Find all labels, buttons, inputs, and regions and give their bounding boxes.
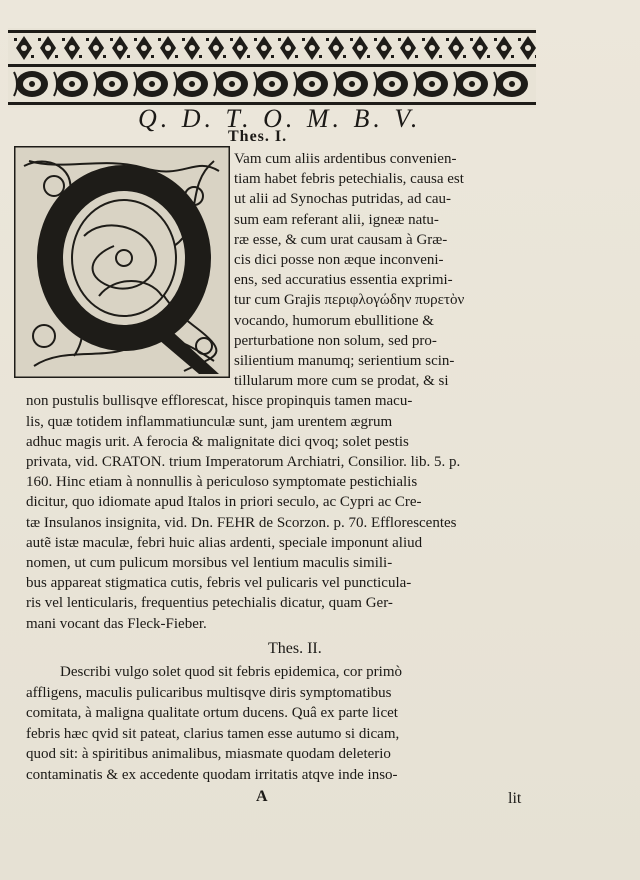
text-line: tur cum Grajis περιφλογώδην πυρετὸν <box>234 292 465 309</box>
signature-mark: A <box>256 788 268 805</box>
text-line: Describi vulgo solet quod sit febris epidemica, cor primò <box>60 664 403 680</box>
text-line: bus appareat stigmatica cutis, febris vel pulicaris vel puncticula- <box>26 575 412 592</box>
text-line: comitata, à maligna qualitate ortum ducens. Quâ ex parte licet <box>26 705 398 722</box>
text-line: lis, quæ totidem inflammatiunculæ sunt, jam urentem ægrum <box>26 413 393 430</box>
thesis-2-label: Thes. II. <box>268 640 322 657</box>
text-line: non pustulis bullisqve efflorescat, hisce propinquis tamen macu- <box>26 393 413 410</box>
page-heading: Q. D. T. O. M. B. V. <box>138 104 422 133</box>
text-line: adhuc magis urit. A ferocia & malignitate dici qvoq; solet pestis <box>26 433 409 450</box>
text-line: ris vel lenticularis, frequentius petechialis dicatur, quam Ger- <box>26 595 393 612</box>
text-line: ut alii ad Synochas putridas, ad cau- <box>234 191 452 208</box>
text-line: dicitur, quo idiomate apud Italos in priori seculo, ac Cypri ac Cre- <box>26 494 422 511</box>
ornamental-border <box>8 28 536 108</box>
text-line: affligens, maculis pulicaribus multisqve diris symptomatibus <box>26 684 392 701</box>
thesis-1-label: Thes. I. <box>228 128 288 145</box>
text-line: sum eam referant alii, igneæ natu- <box>234 211 439 228</box>
text-line: Vam cum aliis ardentibus convenien- <box>234 151 457 167</box>
catchword: lit <box>508 790 522 807</box>
text-line: vocando, humorum ebullitione & <box>234 312 434 329</box>
text-line: ens, sed accuratius essentia exprimi- <box>234 272 453 289</box>
text-line: 160. Hinc etiam à nonnullis à periculoso symptomate pestichialis <box>26 474 418 491</box>
text-line: tiam habet febris petechialis, causa est <box>234 171 464 188</box>
text-line: privata, vid. CRATON. trium Imperatorum Archiatri, Consilior. lib. 5. p. <box>26 454 461 470</box>
text-line: mani vocant das Fleck-Fieber. <box>26 615 207 632</box>
decorated-initial-q <box>14 146 230 378</box>
text-line: nomen, ut cum pulicum morsibus vel lentium maculis simili- <box>26 555 393 571</box>
text-line: contaminatis & ex accedente quodam irritatis atqve inde inso- <box>26 767 398 783</box>
text-line: quod sit: à spiritibus animalibus, miasmate quodam deleterio <box>26 746 391 763</box>
text-line: perturbatione non solum, sed pro- <box>234 332 437 349</box>
text-line: tæ Insulanos insignita, vid. Dn. FEHR de Scorzon. p. 70. Efflorescentes <box>26 514 457 531</box>
text-line: silientium manumq; serientium scin- <box>234 353 455 369</box>
text-line: ræ esse, & cum urat causam à Græ- <box>234 231 448 248</box>
text-line: cis dici posse non æque inconveni- <box>234 252 444 268</box>
text-line: autẽ istæ maculæ, febri huic alias ardenti, speciale imponunt aliud <box>26 534 423 551</box>
text-line: febris hæc qvid sit pateat, clarius tamen esse autumo si dicam, <box>26 725 400 742</box>
text-line: tillularum more cum se prodat, & si <box>234 373 449 390</box>
